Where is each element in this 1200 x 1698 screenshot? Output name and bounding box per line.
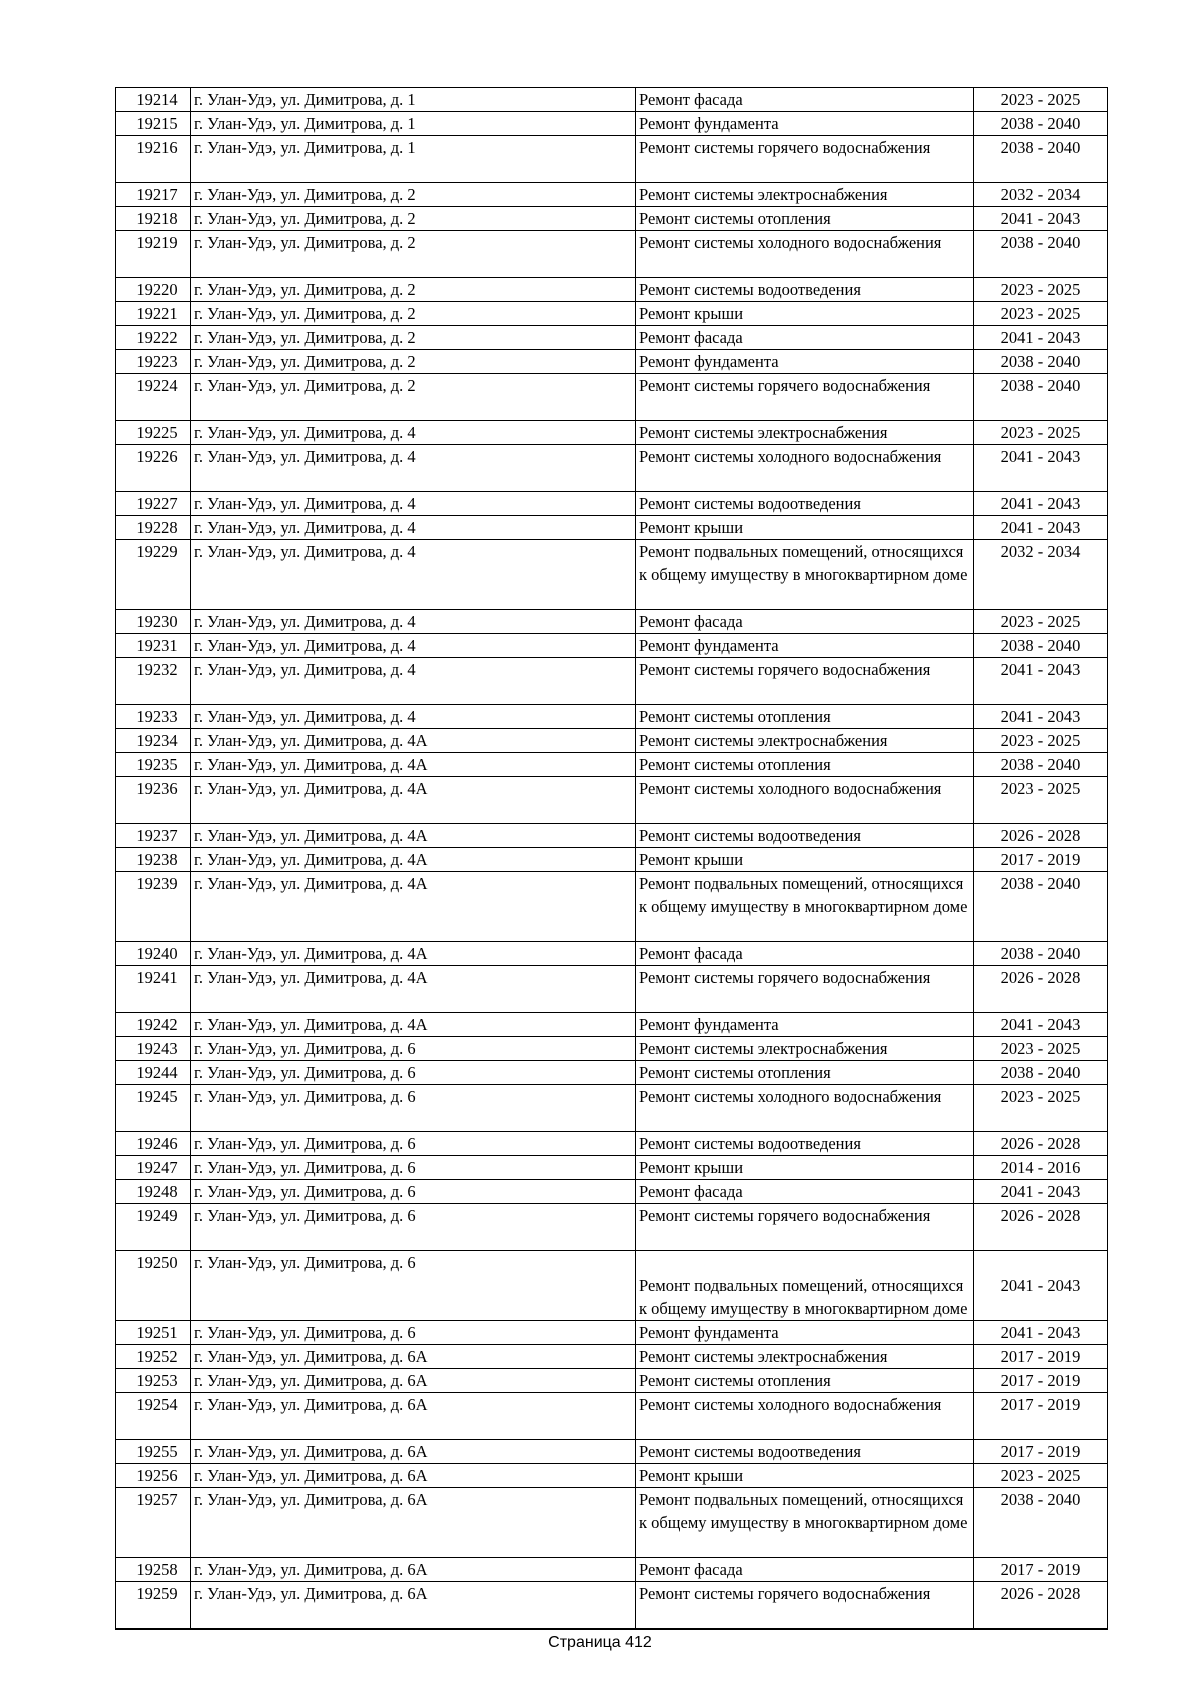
address-cell: г. Улан-Удэ, ул. Димитрова, д. 4 xyxy=(191,445,636,492)
address-cell: г. Улан-Удэ, ул. Димитрова, д. 2 xyxy=(191,302,636,326)
row-number-cell: 19234 xyxy=(116,729,191,753)
address-cell: г. Улан-Удэ, ул. Димитрова, д. 4 xyxy=(191,540,636,610)
row-number-cell: 19219 xyxy=(116,231,191,278)
table-row xyxy=(116,729,1108,753)
period-cell: 2023 - 2025 xyxy=(974,278,1108,302)
row-number-cell: 19245 xyxy=(116,1085,191,1132)
row-number-cell: 19259 xyxy=(116,1582,191,1630)
address-cell: г. Улан-Удэ, ул. Димитрова, д. 4А xyxy=(191,753,636,777)
row-number-cell: 19241 xyxy=(116,966,191,1013)
work-type-cell: Ремонт фундамента xyxy=(636,1321,974,1345)
work-type-cell: Ремонт подвальных помещений, относящихся к общему имуществу в многоквартирном доме xyxy=(636,872,974,942)
row-number-cell: 19242 xyxy=(116,1013,191,1037)
period-cell: 2038 - 2040 xyxy=(974,112,1108,136)
work-type-cell: Ремонт системы водоотведения xyxy=(636,824,974,848)
period-cell: 2041 - 2043 xyxy=(974,516,1108,540)
work-type-cell: Ремонт системы холодного водоснабжения xyxy=(636,1393,974,1440)
period-cell: 2041 - 2043 xyxy=(974,207,1108,231)
table-row xyxy=(116,1369,1108,1393)
period-cell: 2023 - 2025 xyxy=(974,302,1108,326)
work-type-cell: Ремонт системы электроснабжения xyxy=(636,729,974,753)
row-number-cell: 19231 xyxy=(116,634,191,658)
address-cell: г. Улан-Удэ, ул. Димитрова, д. 1 xyxy=(191,136,636,183)
table-row xyxy=(116,278,1108,302)
work-type-cell: Ремонт фасада xyxy=(636,610,974,634)
work-type-cell: Ремонт подвальных помещений, относящихся к общему имуществу в многоквартирном доме xyxy=(636,1251,974,1321)
period-cell: 2041 - 2043 xyxy=(974,1321,1108,1345)
address-cell: г. Улан-Удэ, ул. Димитрова, д. 4А xyxy=(191,966,636,1013)
address-cell: г. Улан-Удэ, ул. Димитрова, д. 6А xyxy=(191,1369,636,1393)
period-cell: 2038 - 2040 xyxy=(974,753,1108,777)
table-row xyxy=(116,658,1108,705)
period-cell: 2026 - 2028 xyxy=(974,1132,1108,1156)
row-number-cell: 19243 xyxy=(116,1037,191,1061)
period-cell: 2026 - 2028 xyxy=(974,1204,1108,1251)
table-row xyxy=(116,1061,1108,1085)
table-row xyxy=(116,705,1108,729)
table-row xyxy=(116,326,1108,350)
work-type-cell: Ремонт системы горячего водоснабжения xyxy=(636,966,974,1013)
period-cell: 2038 - 2040 xyxy=(974,350,1108,374)
work-type-cell: Ремонт системы горячего водоснабжения xyxy=(636,1582,974,1630)
row-number-cell: 19244 xyxy=(116,1061,191,1085)
table-row xyxy=(116,1321,1108,1345)
address-cell: г. Улан-Удэ, ул. Димитрова, д. 2 xyxy=(191,207,636,231)
address-cell: г. Улан-Удэ, ул. Димитрова, д. 4А xyxy=(191,942,636,966)
row-number-cell: 19247 xyxy=(116,1156,191,1180)
address-cell: г. Улан-Удэ, ул. Димитрова, д. 6 xyxy=(191,1204,636,1251)
work-type-cell: Ремонт фасада xyxy=(636,326,974,350)
work-type-cell: Ремонт системы горячего водоснабжения xyxy=(636,1204,974,1251)
work-type-cell: Ремонт фундамента xyxy=(636,112,974,136)
table-row xyxy=(116,610,1108,634)
address-cell: г. Улан-Удэ, ул. Димитрова, д. 2 xyxy=(191,231,636,278)
table-row xyxy=(116,1156,1108,1180)
row-number-cell: 19238 xyxy=(116,848,191,872)
period-cell: 2041 - 2043 xyxy=(974,1013,1108,1037)
period-cell: 2014 - 2016 xyxy=(974,1156,1108,1180)
row-number-cell: 19227 xyxy=(116,492,191,516)
table-row xyxy=(116,1132,1108,1156)
period-cell: 2026 - 2028 xyxy=(974,824,1108,848)
table-row xyxy=(116,777,1108,824)
work-type-cell: Ремонт системы отопления xyxy=(636,705,974,729)
table-row xyxy=(116,1582,1108,1630)
address-cell: г. Улан-Удэ, ул. Димитрова, д. 6 xyxy=(191,1132,636,1156)
address-cell: г. Улан-Удэ, ул. Димитрова, д. 4 xyxy=(191,492,636,516)
row-number-cell: 19233 xyxy=(116,705,191,729)
row-number-cell: 19235 xyxy=(116,753,191,777)
row-number-cell: 19240 xyxy=(116,942,191,966)
work-type-cell: Ремонт системы отопления xyxy=(636,207,974,231)
work-type-cell: Ремонт системы электроснабжения xyxy=(636,1037,974,1061)
period-cell: 2017 - 2019 xyxy=(974,848,1108,872)
address-cell: г. Улан-Удэ, ул. Димитрова, д. 2 xyxy=(191,326,636,350)
work-type-cell: Ремонт системы электроснабжения xyxy=(636,1345,974,1369)
work-type-cell: Ремонт фасада xyxy=(636,88,974,112)
work-type-cell: Ремонт системы электроснабжения xyxy=(636,421,974,445)
row-number-cell: 19225 xyxy=(116,421,191,445)
period-cell: 2041 - 2043 xyxy=(974,1251,1108,1321)
address-cell: г. Улан-Удэ, ул. Димитрова, д. 4 xyxy=(191,516,636,540)
address-cell: г. Улан-Удэ, ул. Димитрова, д. 6 xyxy=(191,1156,636,1180)
repair-schedule-table-wrap xyxy=(115,87,1107,1630)
row-number-cell: 19220 xyxy=(116,278,191,302)
row-number-cell: 19218 xyxy=(116,207,191,231)
work-type-cell: Ремонт системы водоотведения xyxy=(636,278,974,302)
table-row xyxy=(116,1180,1108,1204)
table-row xyxy=(116,231,1108,278)
table-row xyxy=(116,872,1108,942)
period-cell: 2041 - 2043 xyxy=(974,492,1108,516)
address-cell: г. Улан-Удэ, ул. Димитрова, д. 2 xyxy=(191,350,636,374)
work-type-cell: Ремонт фасада xyxy=(636,1558,974,1582)
row-number-cell: 19251 xyxy=(116,1321,191,1345)
work-type-cell: Ремонт крыши xyxy=(636,1464,974,1488)
table-row xyxy=(116,1393,1108,1440)
row-number-cell: 19250 xyxy=(116,1251,191,1321)
table-row xyxy=(116,183,1108,207)
work-type-cell: Ремонт системы холодного водоснабжения xyxy=(636,1085,974,1132)
period-cell: 2038 - 2040 xyxy=(974,231,1108,278)
period-cell: 2038 - 2040 xyxy=(974,1488,1108,1558)
period-cell: 2023 - 2025 xyxy=(974,1037,1108,1061)
table-row xyxy=(116,350,1108,374)
address-cell: г. Улан-Удэ, ул. Димитрова, д. 6А xyxy=(191,1464,636,1488)
address-cell: г. Улан-Удэ, ул. Димитрова, д. 6 xyxy=(191,1321,636,1345)
table-row xyxy=(116,848,1108,872)
period-cell: 2023 - 2025 xyxy=(974,777,1108,824)
table-row xyxy=(116,1464,1108,1488)
table-row xyxy=(116,966,1108,1013)
work-type-cell: Ремонт системы холодного водоснабжения xyxy=(636,231,974,278)
work-type-cell: Ремонт фундамента xyxy=(636,634,974,658)
repair-schedule-table xyxy=(115,87,1108,1630)
table-row xyxy=(116,1345,1108,1369)
address-cell: г. Улан-Удэ, ул. Димитрова, д. 4А xyxy=(191,729,636,753)
row-number-cell: 19246 xyxy=(116,1132,191,1156)
address-cell: г. Улан-Удэ, ул. Димитрова, д. 4А xyxy=(191,848,636,872)
address-cell: г. Улан-Удэ, ул. Димитрова, д. 1 xyxy=(191,112,636,136)
address-cell: г. Улан-Удэ, ул. Димитрова, д. 6А xyxy=(191,1345,636,1369)
row-number-cell: 19230 xyxy=(116,610,191,634)
address-cell: г. Улан-Удэ, ул. Димитрова, д. 4 xyxy=(191,634,636,658)
period-cell: 2023 - 2025 xyxy=(974,421,1108,445)
table-row xyxy=(116,753,1108,777)
row-number-cell: 19257 xyxy=(116,1488,191,1558)
row-number-cell: 19237 xyxy=(116,824,191,848)
row-number-cell: 19224 xyxy=(116,374,191,421)
period-cell: 2023 - 2025 xyxy=(974,1464,1108,1488)
table-row xyxy=(116,516,1108,540)
table-row xyxy=(116,824,1108,848)
row-number-cell: 19221 xyxy=(116,302,191,326)
address-cell: г. Улан-Удэ, ул. Димитрова, д. 6 xyxy=(191,1037,636,1061)
row-number-cell: 19258 xyxy=(116,1558,191,1582)
period-cell: 2023 - 2025 xyxy=(974,610,1108,634)
row-number-cell: 19214 xyxy=(116,88,191,112)
period-cell: 2017 - 2019 xyxy=(974,1345,1108,1369)
address-cell: г. Улан-Удэ, ул. Димитрова, д. 6А xyxy=(191,1558,636,1582)
period-cell: 2017 - 2019 xyxy=(974,1393,1108,1440)
address-cell: г. Улан-Удэ, ул. Димитрова, д. 4 xyxy=(191,705,636,729)
period-cell: 2041 - 2043 xyxy=(974,705,1108,729)
period-cell: 2038 - 2040 xyxy=(974,136,1108,183)
work-type-cell: Ремонт подвальных помещений, относящихся к общему имуществу в многоквартирном доме xyxy=(636,540,974,610)
table-row xyxy=(116,136,1108,183)
address-cell: г. Улан-Удэ, ул. Димитрова, д. 6 xyxy=(191,1085,636,1132)
row-number-cell: 19229 xyxy=(116,540,191,610)
period-cell: 2026 - 2028 xyxy=(974,1582,1108,1630)
work-type-cell: Ремонт крыши xyxy=(636,848,974,872)
address-cell: г. Улан-Удэ, ул. Димитрова, д. 2 xyxy=(191,183,636,207)
table-row xyxy=(116,1488,1108,1558)
row-number-cell: 19256 xyxy=(116,1464,191,1488)
period-cell: 2038 - 2040 xyxy=(974,942,1108,966)
table-row xyxy=(116,1037,1108,1061)
table-row xyxy=(116,492,1108,516)
work-type-cell: Ремонт системы холодного водоснабжения xyxy=(636,777,974,824)
row-number-cell: 19228 xyxy=(116,516,191,540)
row-number-cell: 19232 xyxy=(116,658,191,705)
table-row xyxy=(116,374,1108,421)
table-row xyxy=(116,942,1108,966)
work-type-cell: Ремонт фундамента xyxy=(636,350,974,374)
page-number: Страница 412 xyxy=(548,1634,652,1651)
address-cell: г. Улан-Удэ, ул. Димитрова, д. 4 xyxy=(191,658,636,705)
work-type-cell: Ремонт фасада xyxy=(636,1180,974,1204)
period-cell: 2023 - 2025 xyxy=(974,729,1108,753)
address-cell: г. Улан-Удэ, ул. Димитрова, д. 6А xyxy=(191,1488,636,1558)
work-type-cell: Ремонт системы горячего водоснабжения xyxy=(636,374,974,421)
address-cell: г. Улан-Удэ, ул. Димитрова, д. 2 xyxy=(191,374,636,421)
period-cell: 2032 - 2034 xyxy=(974,183,1108,207)
row-number-cell: 19216 xyxy=(116,136,191,183)
period-cell: 2038 - 2040 xyxy=(974,374,1108,421)
table-row xyxy=(116,421,1108,445)
row-number-cell: 19236 xyxy=(116,777,191,824)
address-cell: г. Улан-Удэ, ул. Димитрова, д. 2 xyxy=(191,278,636,302)
address-cell: г. Улан-Удэ, ул. Димитрова, д. 6А xyxy=(191,1393,636,1440)
table-row xyxy=(116,302,1108,326)
row-number-cell: 19254 xyxy=(116,1393,191,1440)
address-cell: г. Улан-Удэ, ул. Димитрова, д. 6А xyxy=(191,1440,636,1464)
work-type-cell: Ремонт системы отопления xyxy=(636,1061,974,1085)
work-type-cell: Ремонт системы отопления xyxy=(636,753,974,777)
work-type-cell: Ремонт фасада xyxy=(636,942,974,966)
period-cell: 2017 - 2019 xyxy=(974,1558,1108,1582)
period-cell: 2023 - 2025 xyxy=(974,88,1108,112)
work-type-cell: Ремонт фундамента xyxy=(636,1013,974,1037)
period-cell: 2026 - 2028 xyxy=(974,966,1108,1013)
address-cell: г. Улан-Удэ, ул. Димитрова, д. 6 xyxy=(191,1061,636,1085)
period-cell: 2041 - 2043 xyxy=(974,326,1108,350)
work-type-cell: Ремонт системы холодного водоснабжения xyxy=(636,445,974,492)
table-row xyxy=(116,1251,1108,1321)
row-number-cell: 19255 xyxy=(116,1440,191,1464)
table-row xyxy=(116,1204,1108,1251)
work-type-cell: Ремонт системы горячего водоснабжения xyxy=(636,136,974,183)
table-row xyxy=(116,88,1108,112)
address-cell: г. Улан-Удэ, ул. Димитрова, д. 4 xyxy=(191,610,636,634)
period-cell: 2017 - 2019 xyxy=(974,1369,1108,1393)
work-type-cell: Ремонт системы отопления xyxy=(636,1369,974,1393)
period-cell: 2041 - 2043 xyxy=(974,1180,1108,1204)
address-cell: г. Улан-Удэ, ул. Димитрова, д. 6 xyxy=(191,1180,636,1204)
table-row xyxy=(116,540,1108,610)
row-number-cell: 19226 xyxy=(116,445,191,492)
table-row xyxy=(116,1013,1108,1037)
period-cell: 2041 - 2043 xyxy=(974,658,1108,705)
table-row xyxy=(116,634,1108,658)
address-cell: г. Улан-Удэ, ул. Димитрова, д. 4 xyxy=(191,421,636,445)
row-number-cell: 19249 xyxy=(116,1204,191,1251)
address-cell: г. Улан-Удэ, ул. Димитрова, д. 6 xyxy=(191,1251,636,1321)
work-type-cell: Ремонт системы горячего водоснабжения xyxy=(636,658,974,705)
row-number-cell: 19239 xyxy=(116,872,191,942)
row-number-cell: 19223 xyxy=(116,350,191,374)
address-cell: г. Улан-Удэ, ул. Димитрова, д. 4А xyxy=(191,777,636,824)
work-type-cell: Ремонт крыши xyxy=(636,516,974,540)
work-type-cell: Ремонт системы электроснабжения xyxy=(636,183,974,207)
row-number-cell: 19217 xyxy=(116,183,191,207)
work-type-cell: Ремонт системы водоотведения xyxy=(636,1132,974,1156)
work-type-cell: Ремонт крыши xyxy=(636,1156,974,1180)
period-cell: 2038 - 2040 xyxy=(974,872,1108,942)
address-cell: г. Улан-Удэ, ул. Димитрова, д. 4А xyxy=(191,872,636,942)
row-number-cell: 19222 xyxy=(116,326,191,350)
table-row xyxy=(116,207,1108,231)
table-row xyxy=(116,445,1108,492)
work-type-cell: Ремонт подвальных помещений, относящихся к общему имуществу в многоквартирном доме xyxy=(636,1488,974,1558)
address-cell: г. Улан-Удэ, ул. Димитрова, д. 6А xyxy=(191,1582,636,1630)
row-number-cell: 19253 xyxy=(116,1369,191,1393)
period-cell: 2038 - 2040 xyxy=(974,634,1108,658)
work-type-cell: Ремонт крыши xyxy=(636,302,974,326)
table-row xyxy=(116,1558,1108,1582)
table-row xyxy=(116,1085,1108,1132)
address-cell: г. Улан-Удэ, ул. Димитрова, д. 1 xyxy=(191,88,636,112)
address-cell: г. Улан-Удэ, ул. Димитрова, д. 4А xyxy=(191,824,636,848)
work-type-cell: Ремонт системы водоотведения xyxy=(636,1440,974,1464)
period-cell: 2023 - 2025 xyxy=(974,1085,1108,1132)
period-cell: 2038 - 2040 xyxy=(974,1061,1108,1085)
table-body xyxy=(116,88,1108,1630)
work-type-cell: Ремонт системы водоотведения xyxy=(636,492,974,516)
period-cell: 2041 - 2043 xyxy=(974,445,1108,492)
table-row xyxy=(116,112,1108,136)
address-cell: г. Улан-Удэ, ул. Димитрова, д. 4А xyxy=(191,1013,636,1037)
period-cell: 2032 - 2034 xyxy=(974,540,1108,610)
table-row xyxy=(116,1440,1108,1464)
period-cell: 2017 - 2019 xyxy=(974,1440,1108,1464)
row-number-cell: 19252 xyxy=(116,1345,191,1369)
row-number-cell: 19248 xyxy=(116,1180,191,1204)
row-number-cell: 19215 xyxy=(116,112,191,136)
